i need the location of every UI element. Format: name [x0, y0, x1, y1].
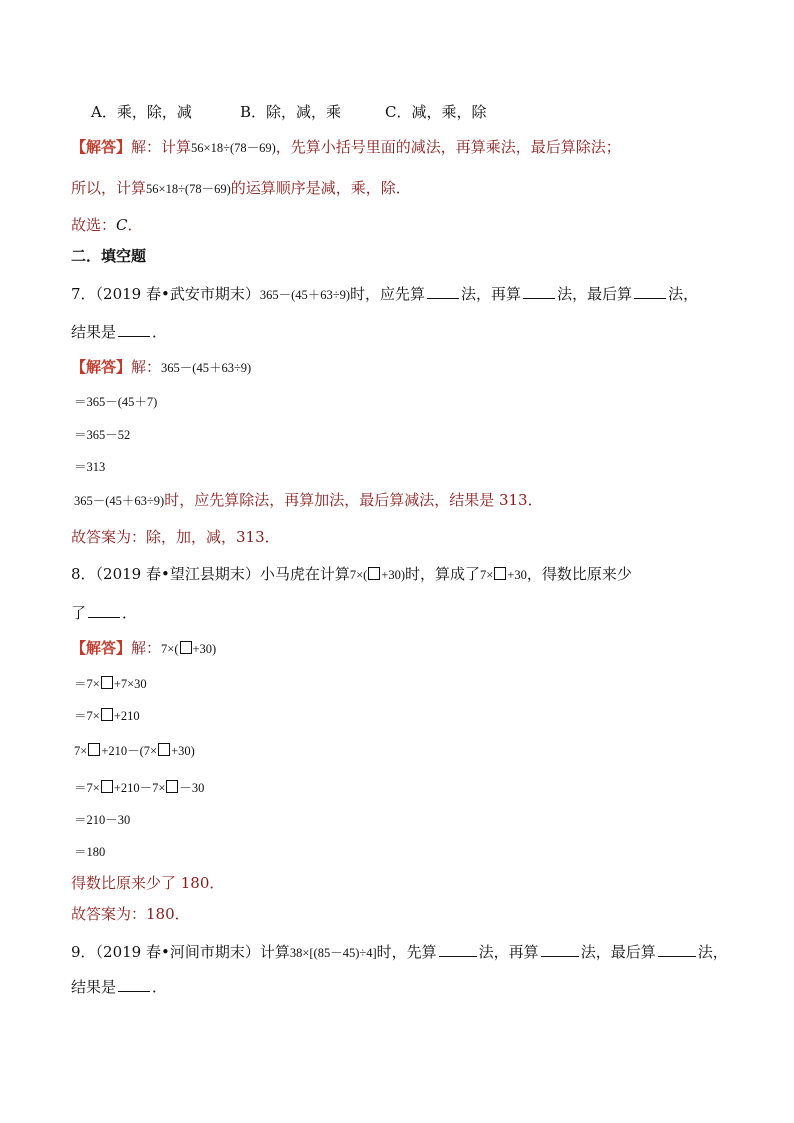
answer-text: 故选：	[71, 216, 117, 234]
box-placeholder	[101, 676, 113, 689]
answer-tag: 【解答】	[71, 138, 132, 156]
q6-answer-line1	[71, 137, 621, 158]
question-text: ．	[152, 978, 168, 996]
question-source: （2019 春•河间市期末）计算	[95, 943, 290, 961]
answer-blank[interactable]	[439, 941, 477, 957]
option-a: A．乘，除，减	[91, 103, 192, 121]
answer-blank[interactable]	[541, 941, 579, 957]
math-expression: ＝7×	[74, 781, 100, 795]
answer-text: 时，应先算除法，再算加法，最后算减法，结果是 313．	[164, 491, 543, 509]
box-placeholder	[166, 780, 178, 793]
math-expression: 38×[(85－45)÷4]	[289, 946, 377, 960]
q7-question-line1	[71, 283, 698, 305]
question-text: 结果是	[71, 323, 117, 341]
answer-blank[interactable]	[118, 976, 150, 992]
question-source: （2019 春•望江县期末）小马虎在计算	[95, 565, 350, 583]
q7-step-3: ＝313	[74, 460, 106, 474]
math-expression: 365－(45＋63÷9)	[161, 361, 252, 375]
answer-text: 解：	[131, 639, 162, 657]
answer-blank[interactable]	[634, 283, 666, 299]
answer-blank[interactable]	[658, 941, 696, 957]
q6-answer-line3	[71, 215, 143, 235]
answer-text: 所以，计算	[71, 179, 147, 197]
answer-blank[interactable]	[523, 283, 555, 299]
box-placeholder	[158, 743, 170, 756]
question-text: 了	[71, 604, 87, 622]
answer-text: ，先算小括号里面的减法，再算乘法，最后算除法；	[275, 138, 621, 156]
q7-step-2: ＝365－52	[74, 428, 131, 442]
q9-question-line1	[71, 941, 728, 963]
box-placeholder	[494, 567, 506, 580]
math-expression: 365－(45＋63÷9)	[74, 494, 165, 508]
math-expression: 56×18÷(78－69)	[146, 182, 231, 196]
q8-step-2	[74, 706, 140, 726]
math-expression: 365－(45＋63÷9)	[259, 288, 351, 302]
question-text: ，得数比原来少	[526, 565, 632, 583]
math-expression: +210－7×	[113, 781, 166, 795]
box-placeholder	[101, 780, 113, 793]
q7-conclusion	[74, 490, 543, 511]
math-expression: +30	[507, 568, 527, 582]
question-number: 8．	[71, 565, 96, 583]
math-expression: +210－(7×	[101, 744, 158, 758]
q8-conclusion: 得数比原来少了 180．	[71, 874, 225, 892]
q8-step-1	[74, 674, 147, 694]
math-expression: +7×30	[113, 677, 147, 691]
question-source: （2019 春•武安市期末）	[95, 285, 260, 303]
answer-text: 解：计算	[131, 138, 192, 156]
q7-question-line2	[71, 321, 167, 342]
math-expression: +210	[113, 709, 140, 723]
math-expression: +30)	[171, 744, 195, 758]
math-expression: ＝7×	[74, 677, 100, 691]
box-placeholder	[101, 708, 113, 721]
answer-tag: 【解答】	[71, 358, 132, 376]
math-expression: +30)	[381, 568, 406, 582]
math-expression: ＝7×	[74, 709, 100, 723]
answer-text: ．	[127, 216, 143, 234]
box-placeholder	[368, 567, 380, 580]
answer-blank[interactable]	[427, 283, 459, 299]
q8-answer-header	[71, 638, 216, 659]
question-text: 时，应先算	[350, 285, 426, 303]
question-number: 7．	[71, 285, 96, 303]
option-b: B．除，减，乘	[240, 103, 342, 121]
question-text: 时，算成了	[405, 565, 481, 583]
question-text: 法，最后算	[580, 943, 656, 961]
question-text: ．	[122, 604, 138, 622]
answer-tag: 【解答】	[71, 639, 132, 657]
option-c: C．减，乘，除	[385, 103, 487, 121]
question-text: 法，最后算	[557, 285, 633, 303]
q9-question-line2	[71, 976, 167, 997]
math-expression: －30	[179, 781, 205, 795]
q8-final-answer: 故答案为：180．	[71, 905, 190, 923]
question-text: 法，再算	[478, 943, 539, 961]
q8-question-line2	[71, 602, 137, 623]
answer-choice: C	[116, 216, 128, 234]
question-text: 结果是	[71, 978, 117, 996]
question-number: 9．	[71, 943, 96, 961]
math-expression: 7×	[480, 568, 494, 582]
math-expression: 56×18÷(78－69)	[191, 141, 276, 155]
math-expression: 7×(	[161, 642, 179, 656]
question-text: 法，	[697, 943, 728, 961]
q7-step-1: ＝365－(45＋7)	[74, 395, 158, 409]
question-text: 法，再算	[461, 285, 522, 303]
answer-text: 的运算顺序是减，乘，除．	[230, 179, 411, 197]
question-text: 时，先算	[376, 943, 437, 961]
box-placeholder	[88, 743, 100, 756]
q8-step-5: ＝210－30	[74, 813, 131, 827]
math-expression: 7×(	[349, 568, 368, 582]
q8-step-3	[74, 741, 195, 761]
q6-answer-line2	[71, 178, 411, 199]
q7-answer-header	[71, 357, 251, 378]
math-expression: 7×	[74, 744, 88, 758]
q8-question-line1	[71, 564, 632, 585]
answer-text: 解：	[131, 358, 162, 376]
question-text: ．	[152, 323, 168, 341]
question-text: 法，	[668, 285, 699, 303]
box-placeholder	[180, 641, 192, 654]
answer-blank[interactable]	[118, 321, 150, 337]
q8-step-6: ＝180	[74, 845, 106, 859]
q7-final-answer: 故答案为：除，加，减，313．	[71, 528, 280, 546]
q8-step-4	[74, 778, 204, 798]
section-title: 二．填空题	[71, 247, 147, 265]
answer-blank[interactable]	[88, 602, 120, 618]
math-expression: +30)	[192, 642, 217, 656]
